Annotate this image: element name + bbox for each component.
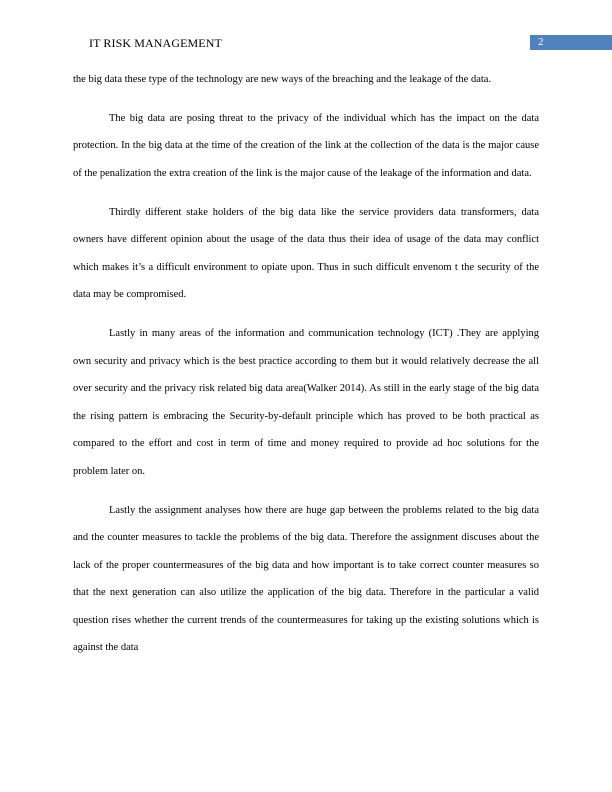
paragraph-stakeholders: Thirdly different stake holders of the big data like the service providers data transformers, data owners have different opinion about the usage of the data thus their idea of usage of the data may conflict which makes it’s a difficult environment to opiate upon. Thus in such difficult envenom t the security of the data may be compromised. [73, 206, 539, 301]
paragraph-countermeasures: Lastly the assignment analyses how there are huge gap between the problems related to the big data and the counter measures to tackle the problems of the big data. Therefore the assignment discuses about the lack of the proper countermeasures of the big data and how important is to take correct counter measures so that the next generation can also utilize the application of the big data. Therefore in the particular a valid question rises whether the current trends of the countermeasures for taking up the existing solutions which is against the data [73, 504, 539, 654]
page-number: 2 [538, 36, 544, 48]
running-header-title: IT RISK MANAGEMENT [89, 36, 222, 50]
paragraph-continuation: the big data these type of the technology are new ways of the breaching and the leakage of the data. [73, 74, 492, 85]
page-number-badge [530, 35, 612, 50]
body-text [73, 66, 539, 673]
paragraph-ict-security: Lastly in many areas of the information and communication technology (ICT) .They are applying own security and privacy which is the best practice according to them but it would relatively decrease the all over security and the privacy risk related big data area(Walker 2014). As still in the early stage of the big data the rising pattern is embracing the Security-by-default principle which has proved to be both practical as compared to the effort and cost in term of time and money required to provide ad hoc solutions for the problem later on. [73, 328, 539, 477]
paragraph-privacy-threat: The big data are posing threat to the privacy of the individual which has the impact on the data protection. In the big data at the time of the creation of the link at the collection of the data is the major cause of the penalization the extra creation of the link is the major cause of the leakage of the information and data. [73, 112, 539, 179]
